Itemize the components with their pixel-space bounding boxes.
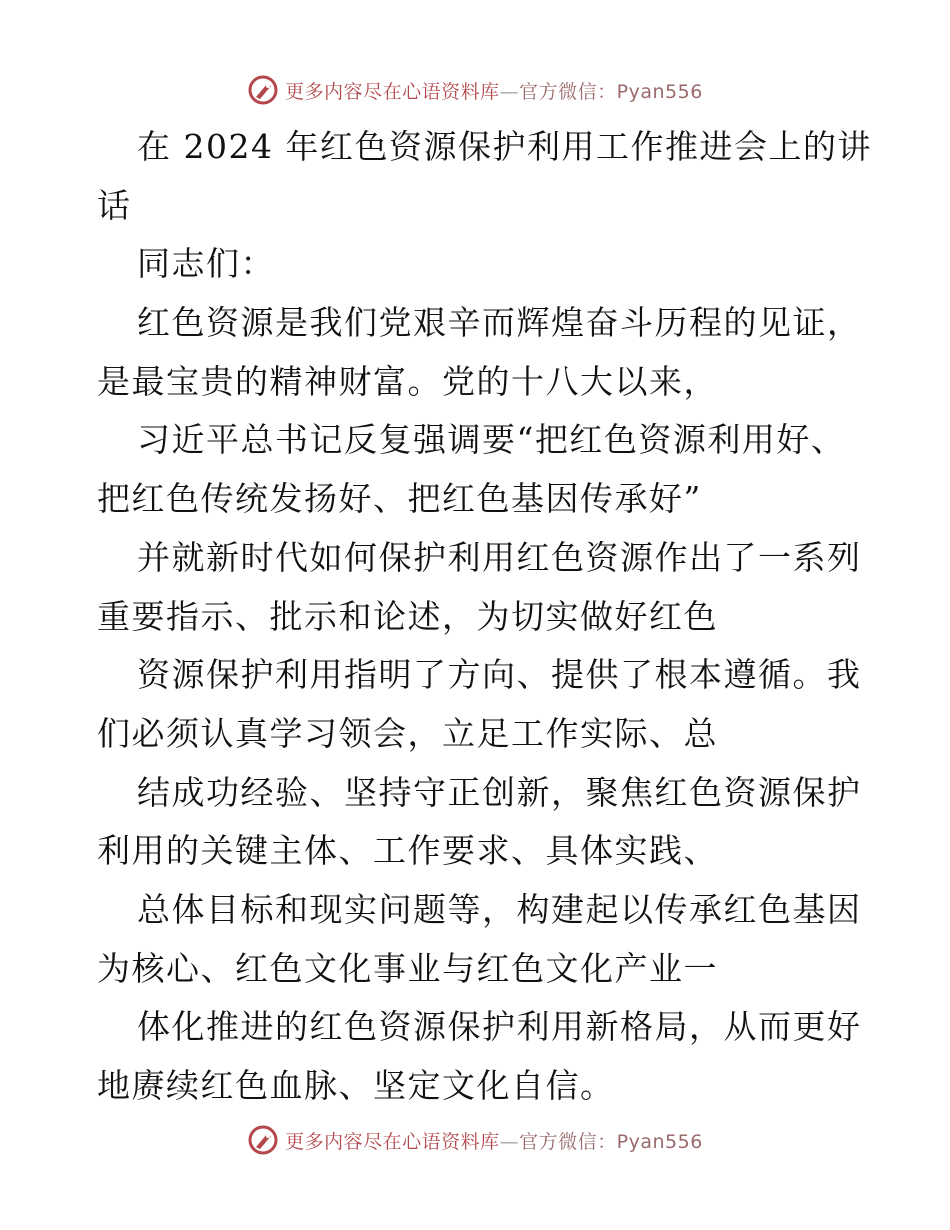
footer-watermark bbox=[0, 1120, 950, 1160]
document-body bbox=[97, 124, 872, 1122]
body-line: 红色资源是我们党艰辛而辉煌奋斗历程的见证， bbox=[137, 303, 862, 343]
body-line: 结成功经验、坚持守正创新，聚焦红色资源保护 bbox=[137, 772, 862, 812]
document-title-line-1: 在 2024 年红色资源保护利用工作推进会上的讲 bbox=[137, 127, 872, 166]
body-line: 并就新时代如何保护利用红色资源作出了一系列 bbox=[137, 537, 862, 577]
document-title-line-2: 话 bbox=[97, 185, 132, 225]
watermark-main: 更多内容尽在心语资料库 bbox=[285, 1130, 500, 1153]
body-line: 习近平总书记反复强调要“把红色资源利用好、 bbox=[137, 420, 846, 460]
body-line: 体化推进的红色资源保护利用新格局，从而更好 bbox=[137, 1007, 862, 1047]
body-line: 总体目标和现实问题等，构建起以传承红色基因 bbox=[137, 889, 862, 929]
body-line: 重要指示、批示和论述，为切实做好红色 bbox=[97, 596, 718, 636]
watermark-sub: 官方微信：Pyan556 bbox=[519, 80, 703, 103]
body-line: 地赓续红色血脉、坚定文化自信。 bbox=[97, 1066, 615, 1105]
watermark-dash: — bbox=[499, 80, 520, 103]
body-line: 们必须认真学习领会，立足工作实际、总 bbox=[97, 713, 718, 753]
watermark-dash: — bbox=[499, 1130, 520, 1153]
body-line: 为核心、红色文化事业与红色文化产业一 bbox=[97, 948, 718, 988]
body-line: 是最宝贵的精神财富。党的十八大以来， bbox=[97, 361, 718, 401]
header-watermark bbox=[0, 70, 950, 110]
fountain-pen-seal-icon bbox=[247, 74, 279, 106]
salutation: 同志们： bbox=[137, 244, 275, 284]
body-line: 利用的关键主体、工作要求、具体实践、 bbox=[97, 831, 718, 871]
body-line: 资源保护利用指明了方向、提供了根本遵循。我 bbox=[137, 655, 862, 695]
watermark-sub: 官方微信：Pyan556 bbox=[519, 1130, 703, 1153]
watermark-main: 更多内容尽在心语资料库 bbox=[285, 80, 500, 103]
fountain-pen-seal-icon bbox=[247, 1124, 279, 1156]
body-line: 把红色传统发扬好、把红色基因传承好” bbox=[97, 479, 702, 519]
